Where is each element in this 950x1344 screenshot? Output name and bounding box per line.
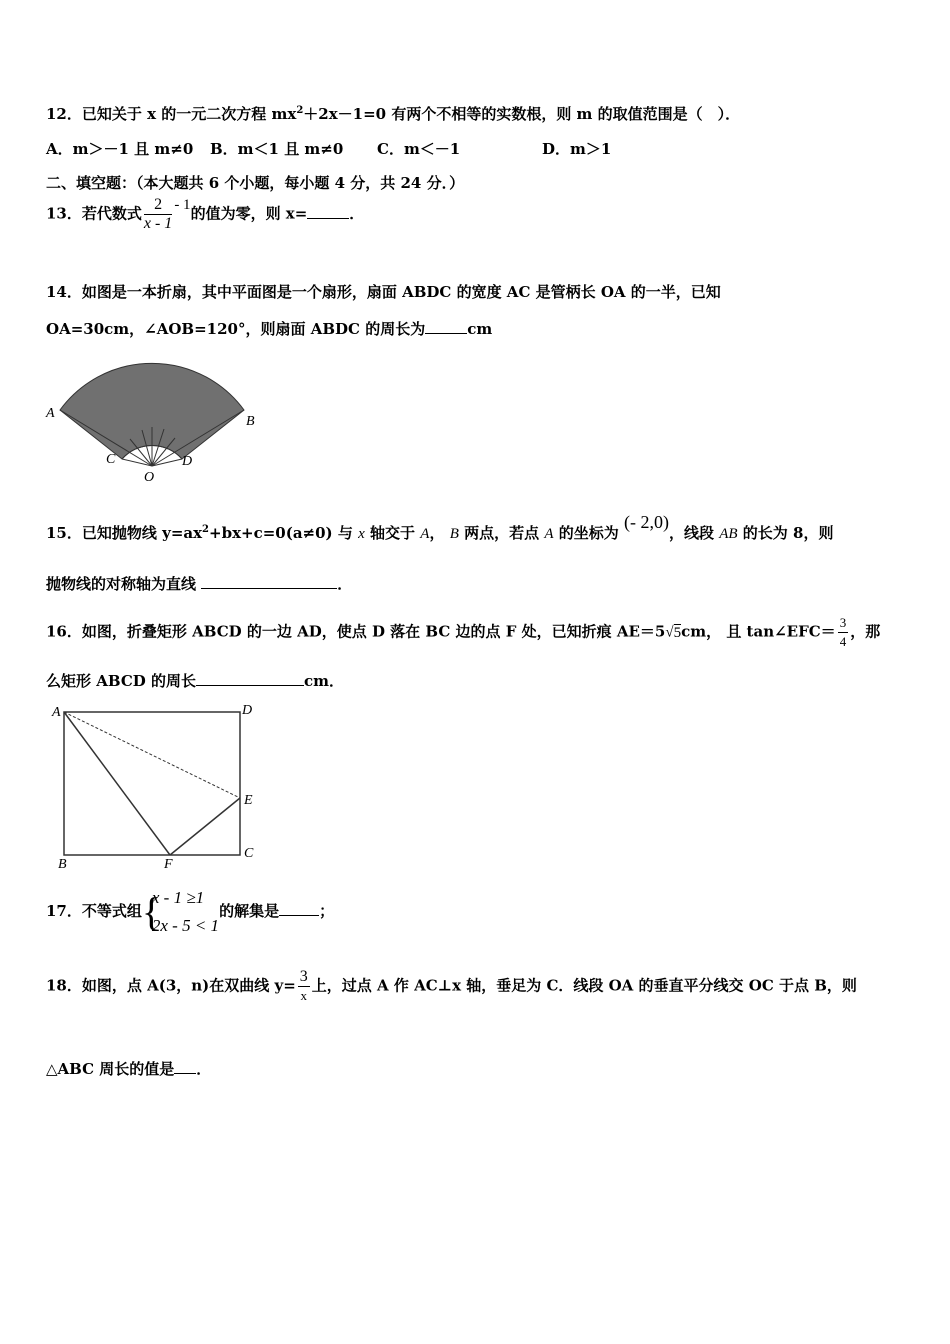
q15-line2-end: ． [337, 575, 353, 593]
q18-fraction [298, 968, 310, 1005]
rect-label-a: A [52, 705, 61, 720]
q15-part5: 的坐标为 [558, 524, 619, 542]
q18-answer-blank[interactable] [174, 1059, 196, 1074]
q15-line2-pre: 抛物线的对称轴为直线 [46, 575, 197, 593]
q13-minus-one: - 1 [174, 196, 191, 213]
q15-coordinate: (- 2,0) [624, 512, 669, 532]
question-12 [46, 103, 740, 124]
q15-exponent: 2 [202, 524, 210, 535]
rect-label-d: D [242, 703, 253, 718]
rect-label-c: C [244, 846, 254, 861]
q16-line2 [46, 670, 344, 691]
q15-part6: ，线段 [668, 524, 714, 542]
q18-part1: 18．如图，点 A(3，n)在双曲线 y= [46, 976, 296, 995]
q15-b-var: B [449, 526, 459, 542]
q14-line2-pre: OA=30cm，∠AOB=120°，则扇面 ABDC 的周长为 [46, 320, 426, 338]
q15-part1: 15．已知抛物线 y=ax [46, 524, 203, 542]
q16-sqrt: √5 [665, 624, 682, 641]
fan-label-d: D [182, 454, 193, 469]
question-13 [46, 196, 364, 233]
q16-answer-blank[interactable] [196, 671, 304, 686]
q12-option-d: D．m＞1 [542, 140, 612, 158]
q15-comma: ， [429, 524, 445, 542]
q15-x-var: x [358, 526, 365, 542]
q17-suffix: 的解集是 [219, 902, 280, 920]
fan-label-c: C [106, 452, 116, 467]
q13-frac-num: 2 [144, 196, 172, 215]
q17-inequality-1: x - 1 ≥1 [151, 888, 205, 907]
q18-line2-pre: △ABC 周长的值是 [46, 1060, 175, 1078]
q17-inequality-2: 2x - 5 < 1 [151, 916, 220, 935]
q12-option-b: B．m＜1 且 m≠0 [210, 140, 344, 158]
q17-end: ； [319, 902, 335, 920]
q15-a-var: A [420, 526, 430, 542]
rectangle-abcd [64, 712, 240, 855]
section-2-title: 二、填空题：（本大题共 6 个小题，每小题 4 分，共 24 分．） [46, 174, 465, 192]
rectangle-figure [50, 700, 270, 872]
q18-frac-num: 3 [299, 968, 308, 985]
q18-line2 [46, 1058, 211, 1079]
q15-part7: 的长为 8，则 [742, 524, 834, 542]
q18-frac-den: x [300, 988, 308, 1003]
q16-fraction [838, 614, 849, 651]
q14-line2 [46, 318, 492, 339]
question-16 [46, 614, 880, 651]
q13-answer-blank[interactable] [307, 204, 349, 219]
q18-part2: 上，过点 A 作 AC⊥x 轴，垂足为 C．线段 OA 的垂直平分线交 OC 于点 B，则 [311, 976, 857, 995]
q15-part2: +bx+c=0(a≠0) 与 [209, 524, 353, 542]
q15-part4: 两点，若点 [464, 524, 540, 542]
q12-options [46, 138, 906, 158]
q17-prefix: 17．不等式组 [46, 902, 142, 920]
q16-line2-post: cm． [304, 672, 345, 690]
q16-line2-pre: 么矩形 ABCD 的周长 [46, 672, 196, 690]
question-17 [46, 884, 334, 940]
q14-answer-blank[interactable] [425, 319, 467, 334]
q15-answer-blank[interactable] [201, 574, 337, 589]
q16-sqrt-value: 5 [673, 624, 682, 641]
q13-suffix: 的值为零，则 x= [190, 204, 308, 223]
fan-figure [44, 355, 264, 490]
rect-label-b: B [58, 857, 67, 872]
q15-line2 [46, 573, 352, 594]
q12-option-c: C．m＜－1 [377, 140, 461, 158]
segment-fe [170, 798, 240, 855]
q12-text-rest: ＋2x－1=0 有两个不相等的实数根，则 m 的取值范围是（ ）． [303, 105, 741, 123]
q14-line1: 14．如图是一本折扇，其中平面图是一个扇形，扇面 ABDC 的宽度 AC 是管柄长 OA 的一半，已知 [46, 283, 721, 301]
q16-frac-den: 4 [839, 634, 847, 649]
q12-option-a: A．m＞－1 且 m≠0 [46, 140, 194, 158]
q16-part2: cm， 且 tan∠EFC＝ [681, 622, 836, 641]
q17-answer-blank[interactable] [279, 901, 319, 916]
q13-frac-den: x - 1 [143, 215, 173, 232]
rect-label-e: E [244, 793, 253, 808]
question-15 [46, 512, 834, 543]
q13-end: ． [349, 204, 365, 223]
fan-label-b: B [246, 414, 255, 429]
q18-line2-end: ． [196, 1060, 212, 1078]
fold-line-ae [64, 712, 240, 798]
q16-part1: 16．如图，折叠矩形 ABCD 的一边 AD，使点 D 落在 BC 边的点 F 处，已知折痕 AE＝5 [46, 622, 666, 641]
q13-prefix: 13．若代数式 [46, 204, 142, 223]
q12-text: 12．已知关于 x 的一元二次方程 mx [46, 105, 297, 123]
q15-part3: 轴交于 [370, 524, 416, 542]
fan-label-o: O [144, 470, 155, 485]
q13-fraction [144, 196, 172, 233]
q17-inequality-system [142, 884, 219, 940]
question-18 [46, 968, 857, 1005]
q14-line2-post: cm [467, 320, 493, 338]
q16-part3: ，那 [850, 622, 881, 641]
q16-frac-num: 3 [838, 614, 849, 633]
rect-label-f: F [164, 857, 173, 872]
q17-brace: { [141, 889, 162, 934]
fan-label-a: A [46, 406, 55, 421]
segment-af [64, 712, 170, 855]
q15-a-var2: A [544, 526, 554, 542]
q15-ab-var: AB [719, 526, 738, 542]
q12-exponent: 2 [296, 105, 304, 116]
